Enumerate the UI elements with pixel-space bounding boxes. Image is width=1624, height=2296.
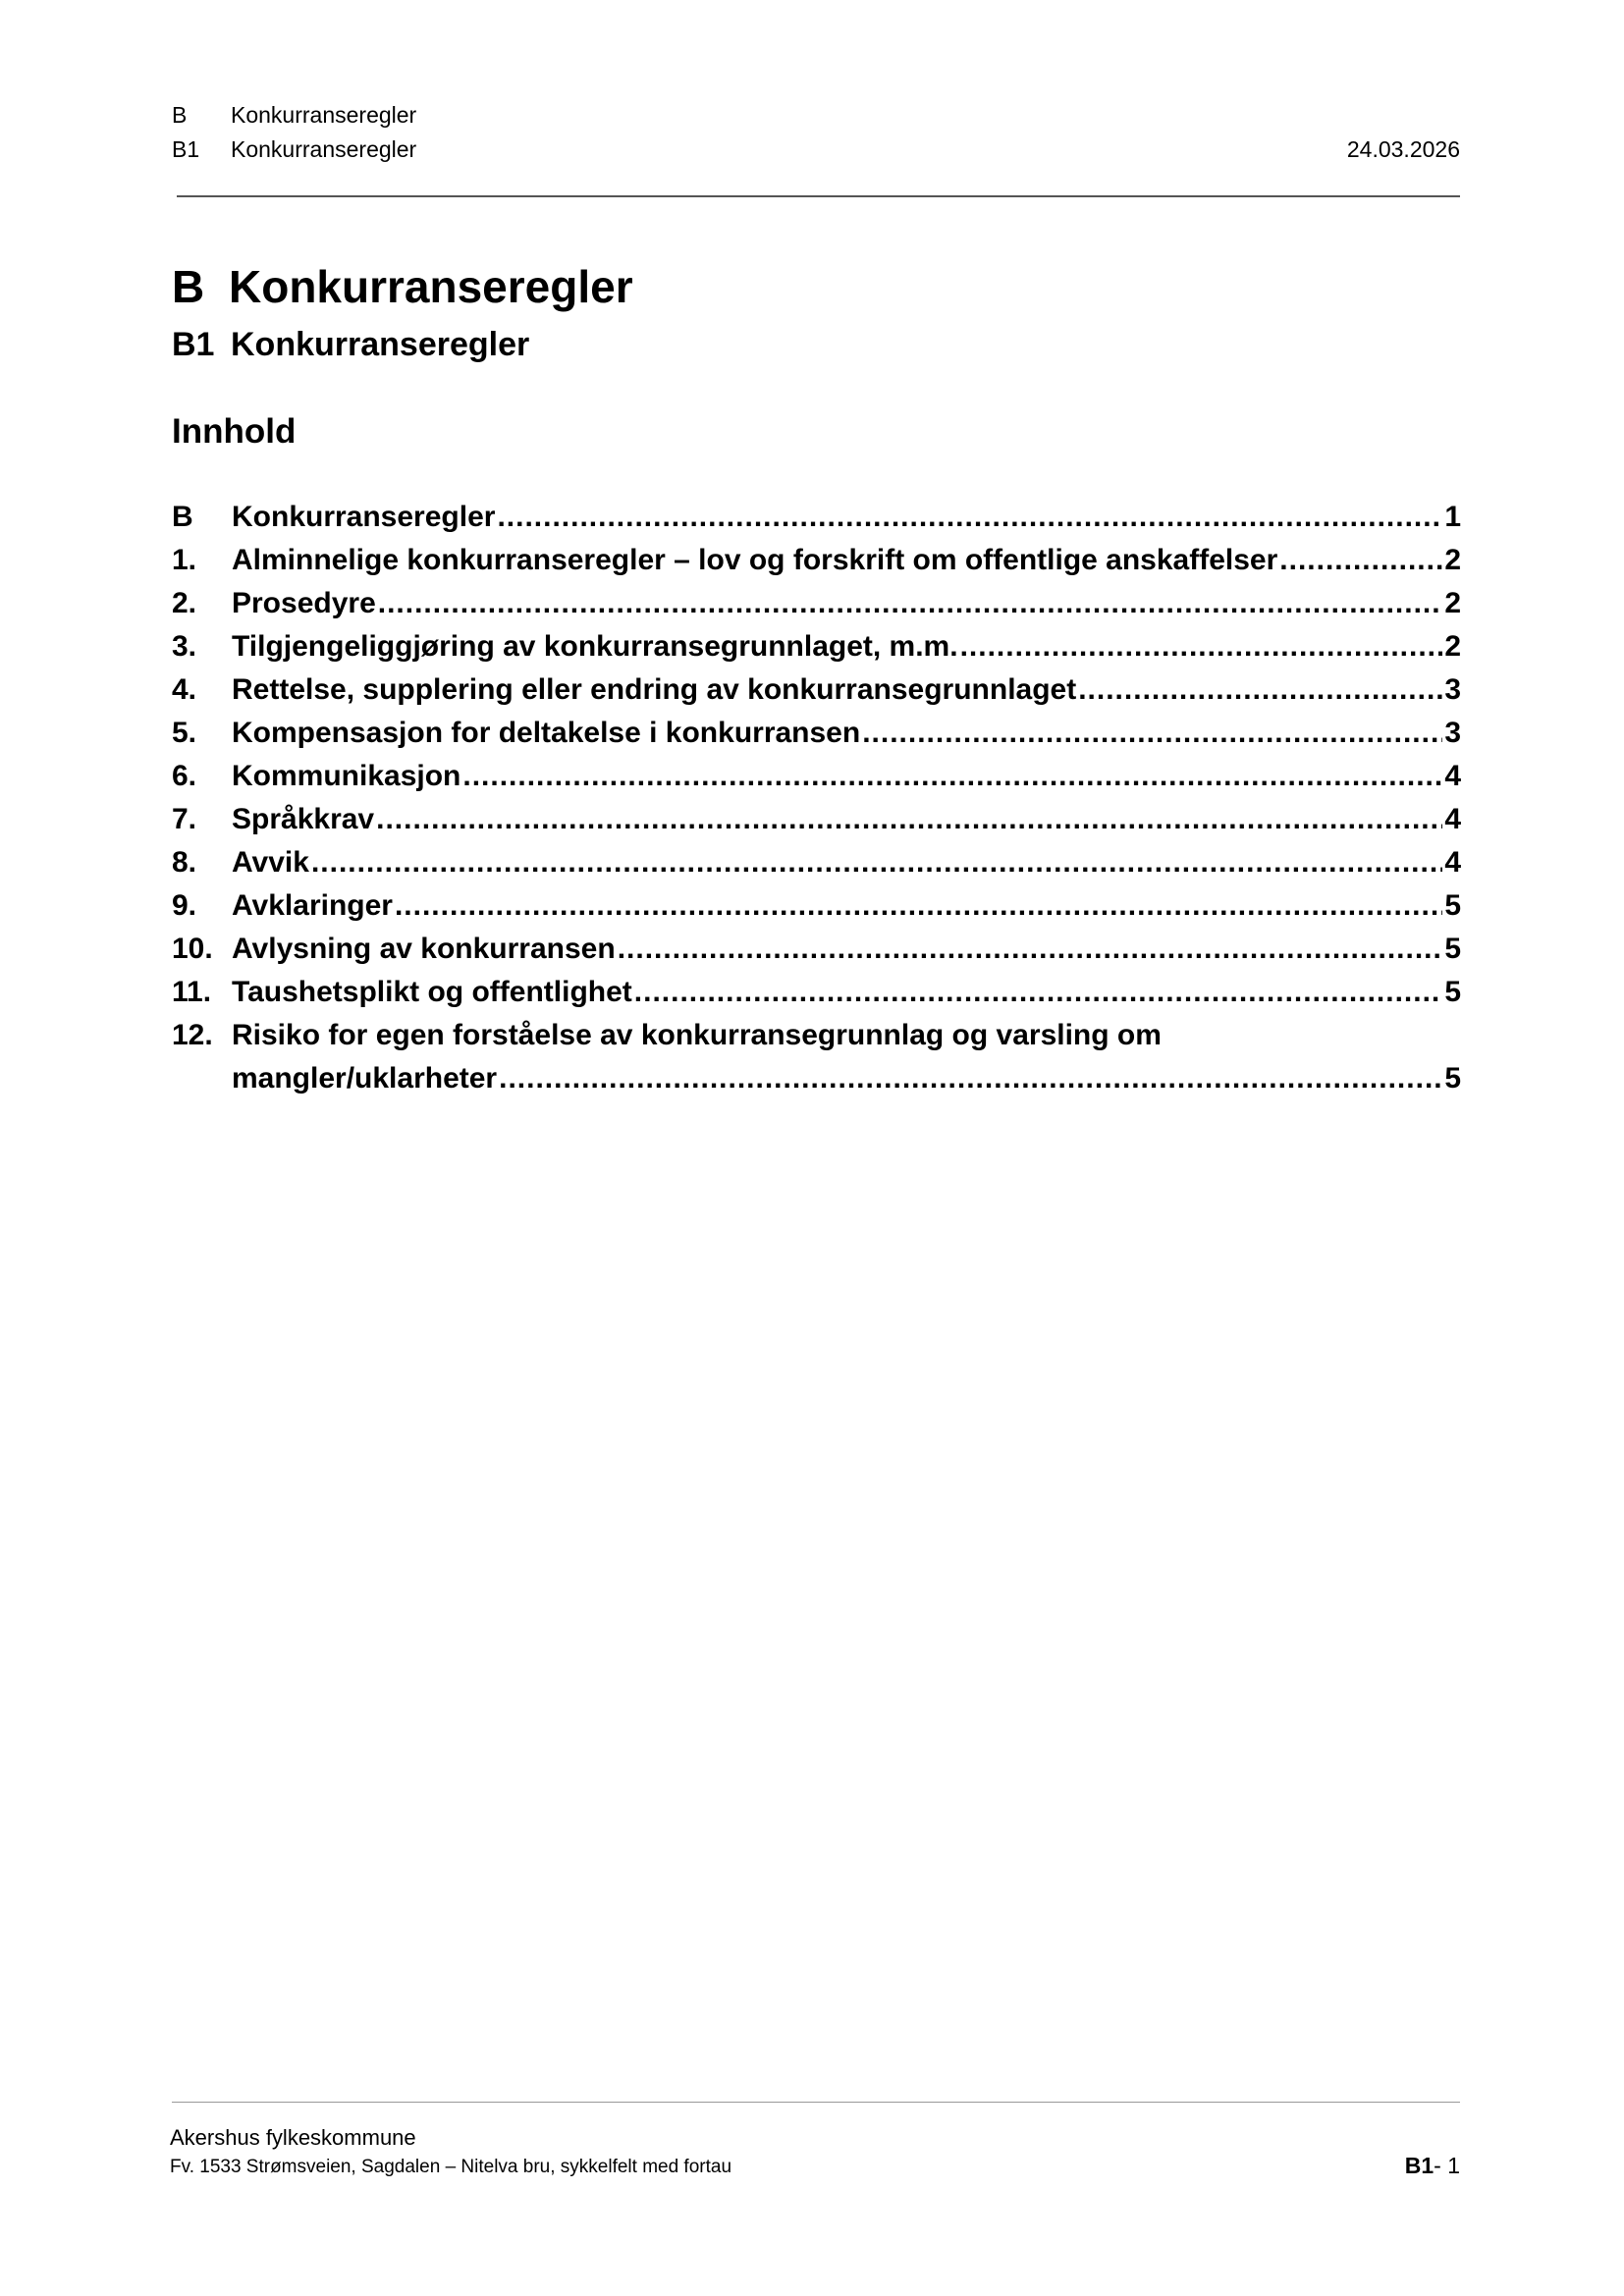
toc-dot-leader: [862, 712, 1442, 755]
running-header: [172, 98, 1460, 167]
header-divider: [177, 195, 1460, 197]
toc-entry-line: [232, 1057, 1461, 1100]
toc-entry[interactable]: [172, 539, 1461, 582]
toc-entry[interactable]: [172, 928, 1461, 971]
toc-entry-title: Prosedyre: [232, 587, 376, 619]
toc-entry-line: [232, 884, 1461, 928]
toc-dot-leader: [462, 755, 1442, 798]
toc-entry-line: [232, 668, 1461, 712]
toc-entry-number: 9.: [172, 889, 197, 922]
toc-entry-title: Taushetsplikt og offentlighet: [232, 976, 632, 1008]
document-title: [172, 257, 633, 316]
toc-entry-title: Kompensasjon for deltakelse i konkurransen: [232, 717, 861, 749]
running-header-code: B: [172, 102, 188, 128]
toc-dot-leader: [1078, 668, 1442, 712]
toc-entry[interactable]: [172, 841, 1461, 884]
footer-divider: [172, 2102, 1460, 2103]
toc-entry-title: Konkurranseregler: [232, 501, 496, 533]
document-title-number: B: [172, 261, 205, 312]
document-title-text: Konkurranseregler: [229, 261, 633, 312]
toc-entry-title: Avklaringer: [232, 889, 393, 922]
toc-entry[interactable]: [172, 496, 1461, 539]
toc-dot-leader: [497, 496, 1442, 539]
toc-entry-title: Alminnelige konkurranseregler – lov og forskrift om offentlige anskaffelser: [232, 544, 1278, 576]
toc-entry[interactable]: [172, 798, 1461, 841]
toc-entry-line: [232, 798, 1461, 841]
toc-entry-number: 12.: [172, 1019, 213, 1051]
toc-entry[interactable]: [172, 971, 1461, 1014]
toc-entry-page: 2: [1444, 587, 1461, 619]
toc-entry-number: 2.: [172, 587, 197, 619]
document-subtitle-text: Konkurranseregler: [231, 326, 530, 363]
toc-entry-page: 4: [1444, 803, 1461, 835]
toc-entry[interactable]: [172, 1014, 1461, 1057]
toc-entry-page: 5: [1444, 889, 1461, 922]
toc-entry-number: 3.: [172, 630, 197, 663]
footer-page-number: [1405, 2151, 1460, 2180]
toc-entry[interactable]: [172, 884, 1461, 928]
toc-entry-line: [232, 755, 1461, 798]
header-date: 24.03.2026: [1346, 136, 1460, 162]
toc-entry-page: 1: [1444, 501, 1461, 533]
toc-entry[interactable]: [172, 668, 1461, 712]
toc-entry[interactable]: [172, 582, 1461, 625]
toc-entry-line: [232, 712, 1461, 755]
toc-entry-title: Avlysning av konkurransen: [232, 933, 616, 965]
toc-entry-line: [232, 841, 1461, 884]
toc-dot-leader: [618, 928, 1443, 971]
toc-dot-leader: [1279, 539, 1442, 582]
toc-dot-leader: [311, 841, 1442, 884]
toc-entry-page: 2: [1444, 544, 1461, 576]
running-header-text: Konkurranseregler: [231, 136, 417, 162]
toc-dot-leader: [378, 582, 1443, 625]
table-of-contents: [172, 496, 1461, 1100]
toc-entry-number: B: [172, 501, 193, 533]
toc-entry-title: Rettelse, supplering eller endring av konkurransegrunnlaget: [232, 673, 1077, 706]
toc-entry-title: Kommunikasjon: [232, 760, 461, 792]
toc-entry-page: 5: [1444, 1062, 1461, 1095]
toc-entry-line: [232, 582, 1461, 625]
toc-entry-page: 3: [1444, 717, 1461, 749]
toc-entry-title: Språkkrav: [232, 803, 375, 835]
toc-entry-number: 1.: [172, 544, 197, 576]
footer-organization: Akershus fylkeskommune: [170, 2125, 416, 2150]
toc-entry[interactable]: [172, 712, 1461, 755]
toc-entry-page: 5: [1444, 976, 1461, 1008]
toc-entry-number: 10.: [172, 933, 213, 965]
toc-entry-title: Risiko for egen forståelse av konkurransegrunnlag og varsling om: [232, 1019, 1162, 1051]
toc-entry-number: 11.: [172, 976, 212, 1008]
toc-entry-title-continued: mangler/uklarheter: [232, 1062, 498, 1095]
toc-entry-page: 4: [1444, 760, 1461, 792]
toc-dot-leader: [499, 1057, 1442, 1100]
toc-entry-line: [232, 928, 1461, 971]
toc-entry-title: Avvik: [232, 846, 309, 879]
toc-entry-line: [232, 971, 1461, 1014]
toc-entry-number: 5.: [172, 717, 197, 749]
document-subtitle: [172, 322, 529, 367]
running-header-text: Konkurranseregler: [231, 102, 417, 128]
toc-dot-leader: [395, 884, 1442, 928]
toc-dot-leader: [634, 971, 1443, 1014]
document-subtitle-number: B1: [172, 326, 215, 363]
toc-heading: Innhold: [172, 412, 297, 451]
running-header-code: B1: [172, 136, 200, 162]
toc-entry-number: 6.: [172, 760, 197, 792]
running-header-row: [172, 133, 1460, 167]
toc-entry-page: 2: [1444, 630, 1461, 663]
footer-project: Fv. 1533 Strømsveien, Sagdalen – Nitelva bru, sykkelfelt med fortau: [170, 2157, 732, 2177]
toc-dot-leader: [960, 625, 1443, 668]
toc-entry-title: Tilgjengeliggjøring av konkurransegrunnlaget, m.m.: [232, 630, 958, 663]
toc-entry-number: 7.: [172, 803, 197, 835]
toc-entry-page: 4: [1444, 846, 1461, 879]
toc-entry-number: 4.: [172, 673, 197, 706]
toc-dot-leader: [376, 798, 1442, 841]
running-header-row: [172, 98, 1460, 133]
toc-entry-continuation[interactable]: [172, 1057, 1461, 1100]
toc-entry-page: 5: [1444, 933, 1461, 965]
toc-entry[interactable]: [172, 625, 1461, 668]
footer-page-prefix: B1: [1404, 2153, 1435, 2178]
toc-entry-line: [232, 625, 1461, 668]
toc-entry-line: [232, 496, 1461, 539]
toc-entry-page: 3: [1444, 673, 1461, 706]
toc-entry-number: 8.: [172, 846, 197, 879]
toc-entry[interactable]: [172, 755, 1461, 798]
toc-entry-line: [232, 539, 1461, 582]
footer-page-suffix: - 1: [1434, 2153, 1460, 2178]
